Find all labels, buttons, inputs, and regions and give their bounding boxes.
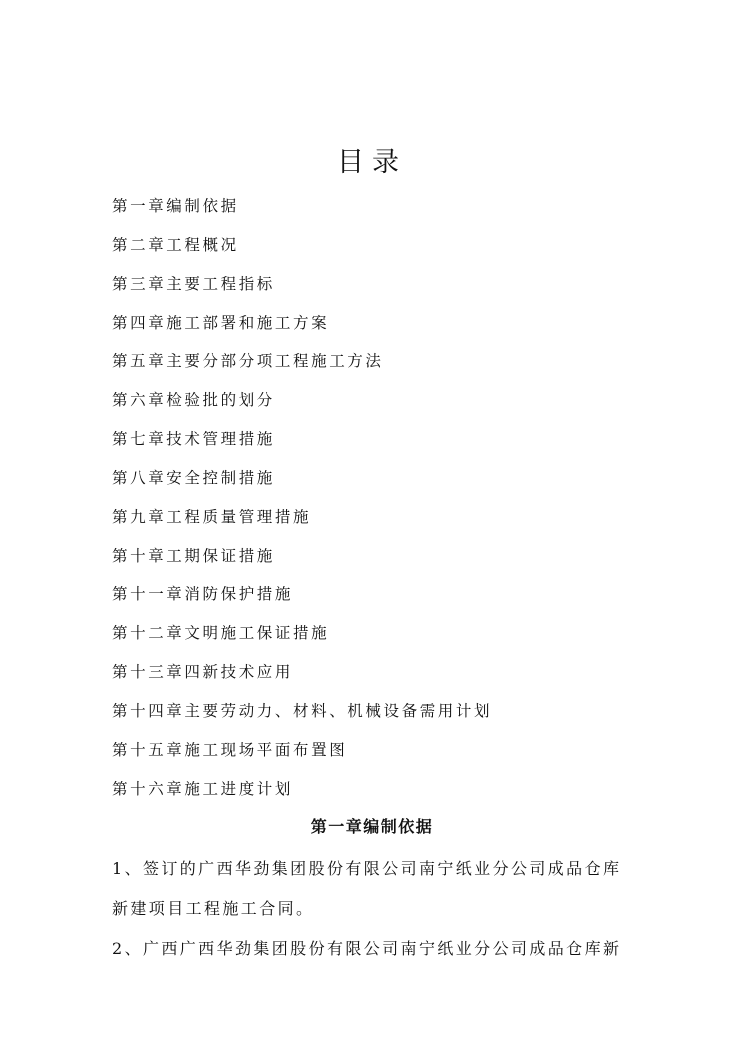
toc-item-14: 第十四章主要劳动力、材料、机械设备需用计划 xyxy=(112,701,493,720)
chapter-1-paragraph-1 xyxy=(112,849,642,929)
toc-item-16: 第十六章施工进度计划 xyxy=(112,779,294,798)
toc-item-9: 第九章工程质量管理措施 xyxy=(112,507,312,526)
toc-item-12: 第十二章文明施工保证措施 xyxy=(112,624,330,643)
toc-item-1: 第一章编制依据 xyxy=(112,197,239,215)
paragraph-1-line-1: 1、签订的广西华劲集团股份有限公司南宁纸业分公司成品仓库 xyxy=(112,859,622,878)
paragraph-2-line-1: 2、广西广西华劲集团股份有限公司南宁纸业分公司成品仓库新 xyxy=(112,939,622,958)
toc-item-8: 第八章安全控制措施 xyxy=(112,468,275,487)
toc-item-6: 第六章检验批的划分 xyxy=(112,391,275,410)
chapter-1-paragraph-2 xyxy=(112,929,642,969)
toc-item-2: 第二章工程概况 xyxy=(112,235,239,254)
toc-item-13: 第十三章四新技术应用 xyxy=(112,663,294,682)
toc-item-7: 第七章技术管理措施 xyxy=(112,430,275,449)
toc-item-10: 第十章工期保证措施 xyxy=(112,546,275,565)
chapter-1-heading: 第一章编制依据 xyxy=(310,817,434,836)
toc-item-15: 第十五章施工现场平面布置图 xyxy=(112,740,348,759)
paragraph-1-line-2: 新建项目工程施工合同。 xyxy=(112,899,315,918)
table-of-contents xyxy=(112,190,492,812)
toc-item-3: 第三章主要工程指标 xyxy=(112,274,275,293)
toc-item-4: 第四章施工部署和施工方案 xyxy=(112,313,330,332)
toc-item-11: 第十一章消防保护措施 xyxy=(112,585,294,604)
toc-item-5: 第五章主要分部分项工程施工方法 xyxy=(112,352,384,371)
toc-title: 目录 xyxy=(337,147,407,178)
